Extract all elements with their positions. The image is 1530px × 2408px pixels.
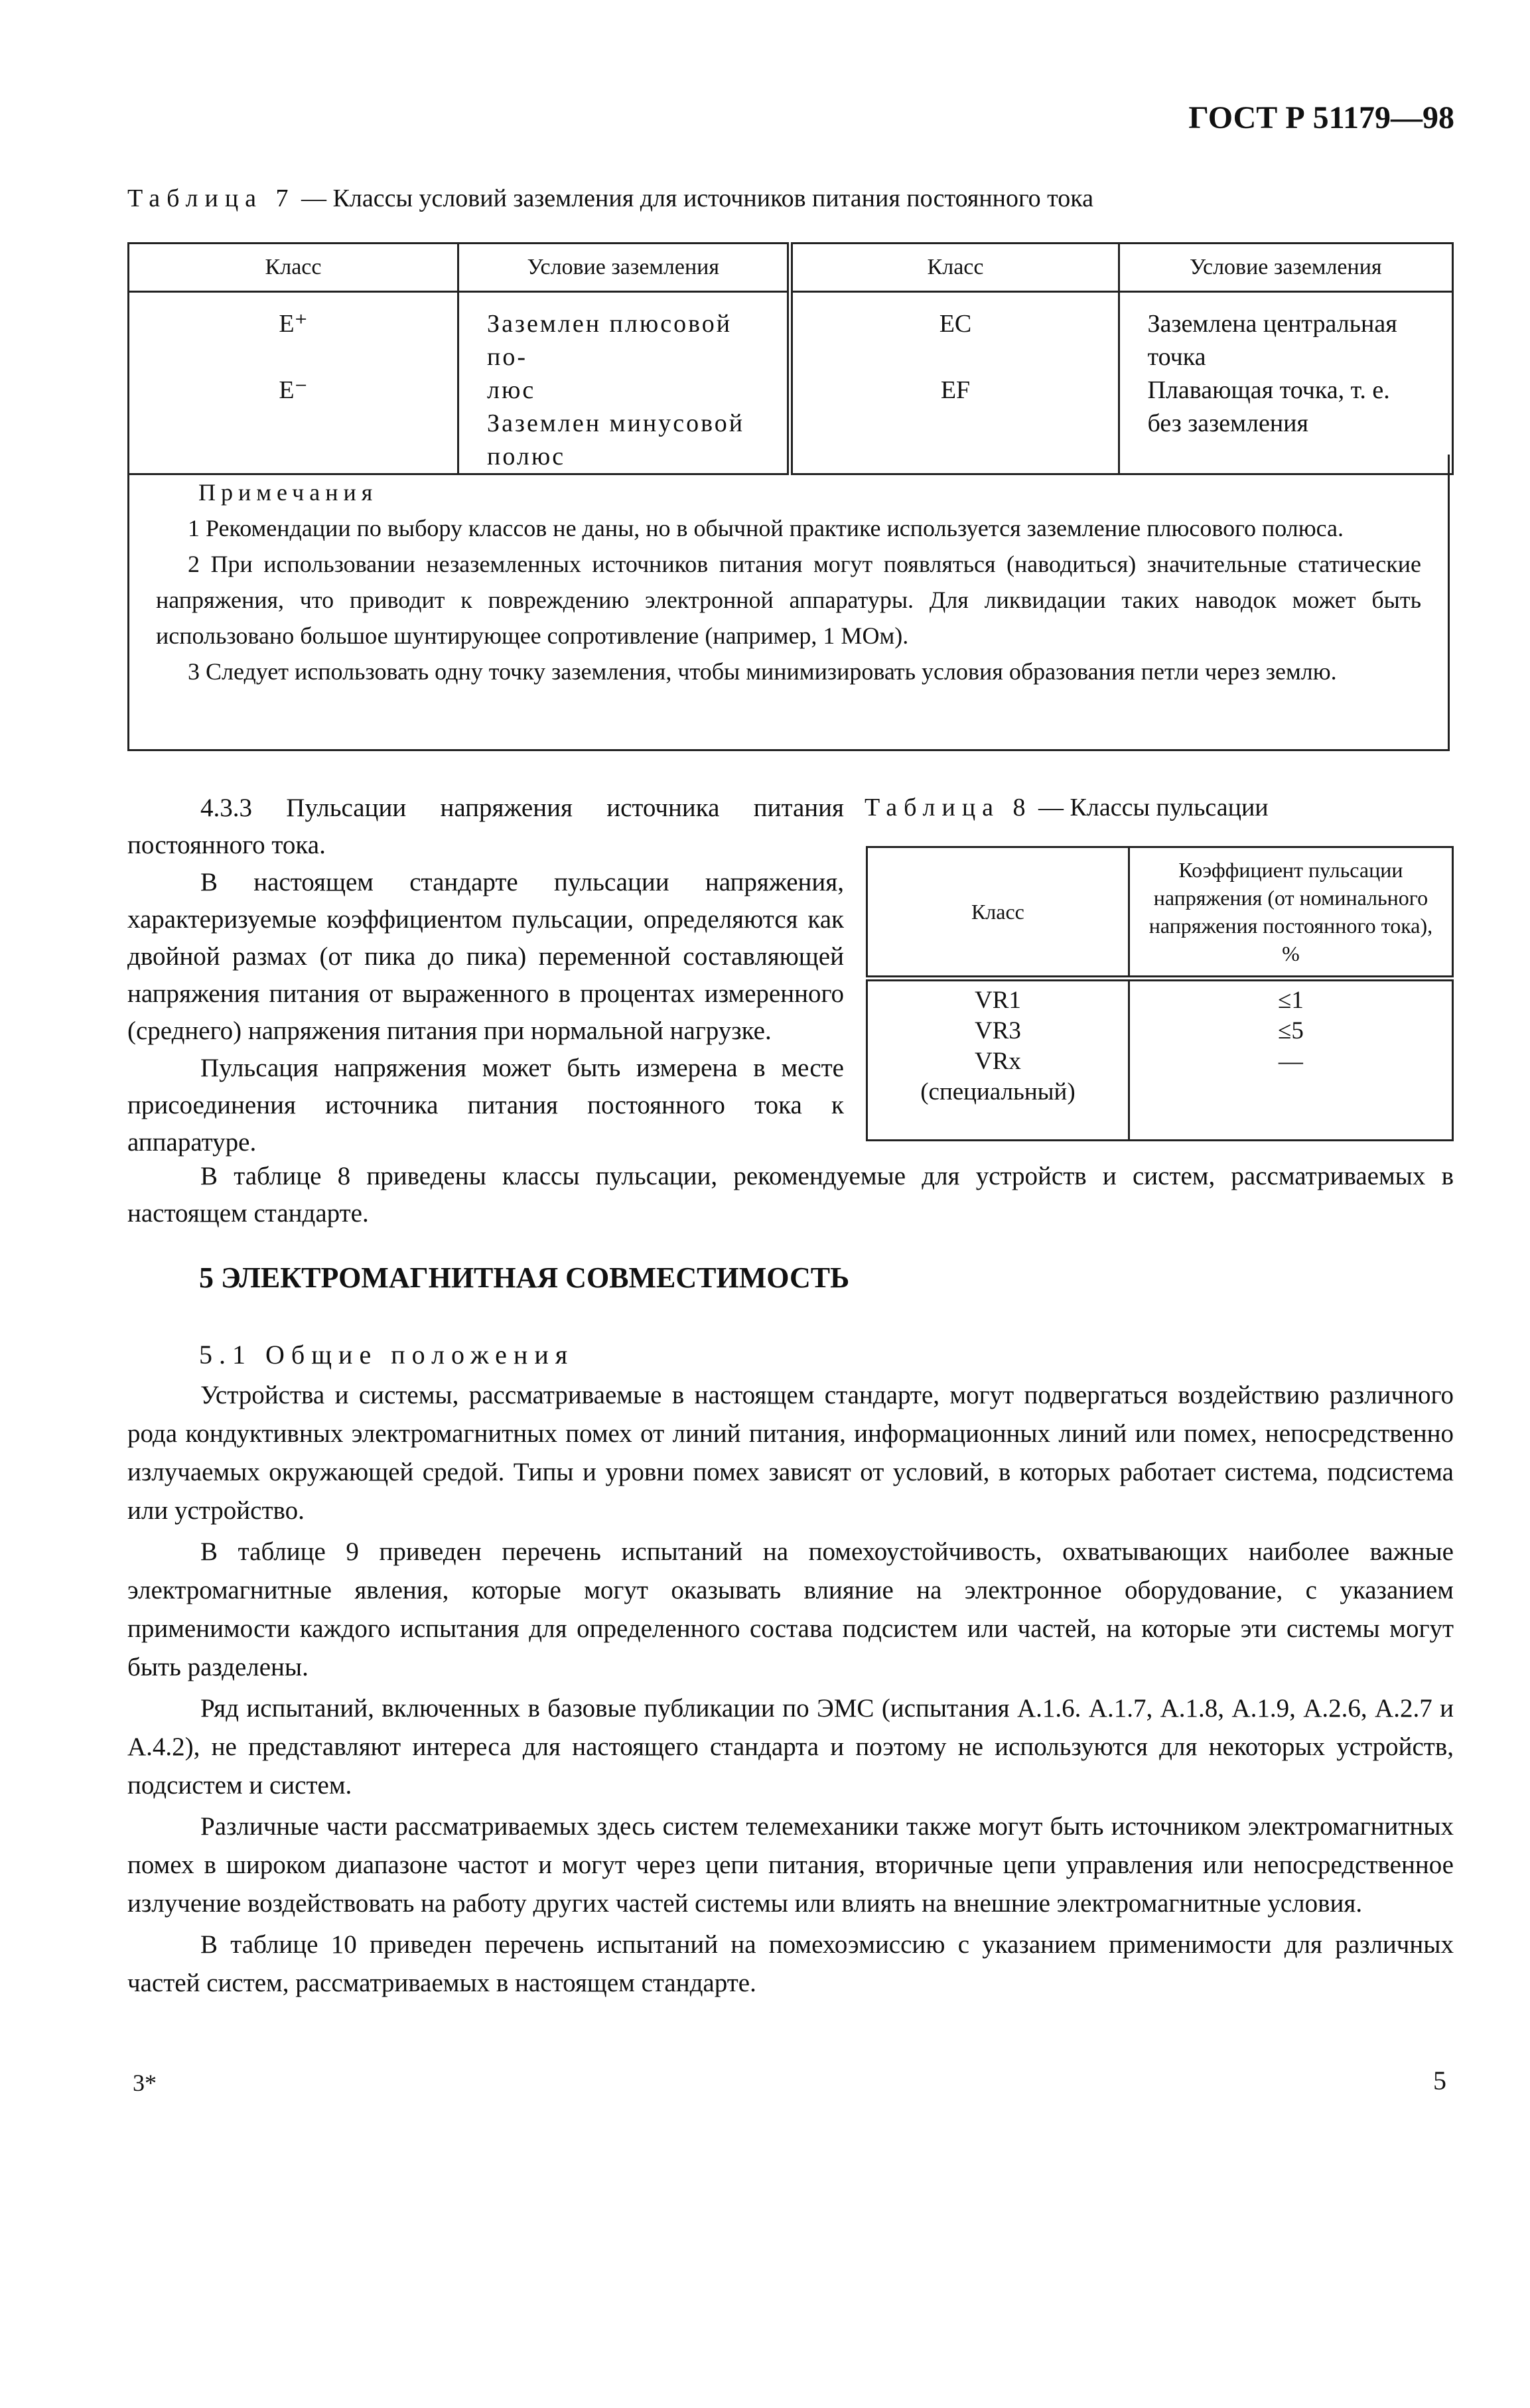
table8-reference-paragraph xyxy=(127,1158,1454,1232)
table7-class-col-1 xyxy=(129,292,458,474)
section-5-title: 5 ЭЛЕКТРОМАГНИТНАЯ СОВМЕСТИМОСТЬ xyxy=(199,1261,850,1294)
table-cell: ≤5 xyxy=(1278,1017,1304,1044)
note-2: 2 При использовании незаземленных источников питания могут появляться (наводиться) значительные статические напряжения, что приводит к повреждению электронной аппаратуры. Для ликвидации таких наводок может быть использовано большое шунтирующее сопротивление (например, 1 МОм). xyxy=(156,551,1421,649)
section-5-1-title: 5.1 Общие положения xyxy=(199,1340,575,1370)
table-cell: VRx xyxy=(974,1048,1021,1075)
paragraph: В настоящем стандарте пульсации напряжения, характеризуемые коэффициентом пульсации, определяются как двойной размах (от пика до пика) переменной составляющей напряжения питания от выраженного в процентах измеренного (среднего) напряжения питания при нормальной нагрузке. xyxy=(127,868,844,1045)
paragraph: В таблице 8 приведены классы пульсации, рекомендуемые для устройств и систем, рассматриваемых в настоящем стандарте. xyxy=(127,1162,1454,1228)
table-cell: (специальный) xyxy=(920,1078,1076,1105)
table7-body-row xyxy=(129,292,1453,474)
table8-caption-text: — Классы пульсации xyxy=(1038,794,1269,821)
paragraph: Различные части рассматриваемых здесь систем телемеханики также могут быть источником электромагнитных помех в широком диапазоне частот и могут через цепи питания, вторичные цепи управления или непосредственное излучение воздействовать на работу других частей системы или влиять на внешние электромагнитные условия. xyxy=(127,1812,1454,1918)
table8-header-row xyxy=(867,847,1453,979)
table7-caption-label: Таблица 7 xyxy=(127,184,295,212)
table7-header-condition-1: Условие заземления xyxy=(458,244,790,292)
table-cell: Заземлен минусовой xyxy=(487,409,745,437)
table7-header-class-1: Класс xyxy=(129,244,458,292)
table-cell: люс xyxy=(487,376,536,404)
page-number: 5 xyxy=(1433,2066,1446,2095)
document-header: ГОСТ Р 51179—98 xyxy=(1188,100,1454,135)
note-3: 3 Следует использовать одну точку заземления, чтобы минимизировать условия образования петли через землю. xyxy=(188,658,1337,685)
table8-caption-label: Таблица 8 xyxy=(865,794,1032,821)
table7-notes xyxy=(127,455,1450,751)
table-cell: точка xyxy=(1147,343,1206,371)
table-cell: E⁺ xyxy=(279,310,308,338)
table8-body-row xyxy=(867,979,1453,1141)
table-cell: EF xyxy=(940,376,971,404)
paragraph: Пульсация напряжения может быть измерена в месте присоединения источника питания постоянного тока к аппаратуре. xyxy=(127,1054,844,1157)
paragraph: 4.3.3 Пульсации напряжения источника питания постоянного тока. xyxy=(127,794,844,859)
table-cell: Плавающая точка, т. е. xyxy=(1147,376,1390,404)
table7-header-condition-2: Условие заземления xyxy=(1119,244,1452,292)
table-cell: без заземления xyxy=(1147,409,1308,437)
table-cell: VR3 xyxy=(974,1017,1021,1044)
table-cell: Заземлена центральная xyxy=(1147,310,1397,338)
paragraph: В таблице 10 приведен перечень испытаний на помехоэмиссию с указанием применимости для различных частей систем, рассматриваемых в настоящем стандарте. xyxy=(127,1930,1454,1997)
section-4-3-3 xyxy=(127,790,844,1161)
table8 xyxy=(866,846,1454,1141)
table-cell: E⁻ xyxy=(279,376,308,404)
table-cell: полюс xyxy=(487,443,566,470)
section-5-1-body xyxy=(127,1376,1454,2003)
table8-header-class: Класс xyxy=(867,847,1129,979)
table8-class-col xyxy=(867,979,1129,1141)
table8-value-col xyxy=(1129,979,1452,1141)
table8-header-coefficient: Коэффициент пульсации напряжения (от номинального напряжения постоянного тока), % xyxy=(1129,847,1452,979)
table-cell: ≤1 xyxy=(1278,987,1304,1014)
notes-heading: Примечания xyxy=(198,479,378,506)
note-1: 1 Рекомендации по выбору классов не даны, но в обычной практике используется заземление плюсового полюса. xyxy=(188,515,1344,541)
paragraph: В таблице 9 приведен перечень испытаний на помехоустойчивость, охватывающих наиболее важные электромагнитные явления, которые могут оказывать влияние на электронное оборудование, с указанием применимости каждого испытания для определенного состава подсистем или частей, на которые эти системы могут быть разделены. xyxy=(127,1537,1454,1681)
table-cell: VR1 xyxy=(974,987,1021,1014)
table7 xyxy=(127,242,1454,475)
paragraph: Ряд испытаний, включенных в базовые публикации по ЭМС (испытания А.1.6. А.1.7, А.1.8, А.1.9, А.2.6, А.2.7 и А.4.2), не представляют интереса для настоящего стандарта и поэтому не используются для некоторых устройств, подсистем и систем. xyxy=(127,1694,1454,1800)
table7-header-class-2: Класс xyxy=(790,244,1119,292)
table-cell: EC xyxy=(939,310,972,338)
table-cell: — xyxy=(1278,1048,1303,1075)
table7-class-col-2 xyxy=(790,292,1119,474)
table7-header-row xyxy=(129,244,1453,292)
table7-caption-text: — Классы условий заземления для источников питания постоянного тока xyxy=(301,184,1093,212)
sheet-mark: 3* xyxy=(133,2070,157,2096)
table7-condition-col-2 xyxy=(1119,292,1452,474)
table7-caption xyxy=(127,184,1093,213)
table-cell: Заземлен плюсовой по- xyxy=(487,310,732,371)
table8-caption xyxy=(865,793,1269,822)
table7-condition-col-1 xyxy=(458,292,790,474)
paragraph: Устройства и системы, рассматриваемые в настоящем стандарте, могут подвергаться воздействию различного рода кондуктивных электромагнитных помех от линий питания, информационных линий или помех, непосредственно излучаемых окружающей средой. Типы и уровни помех зависят от условий, в которых работает система, подсистема или устройство. xyxy=(127,1381,1454,1525)
